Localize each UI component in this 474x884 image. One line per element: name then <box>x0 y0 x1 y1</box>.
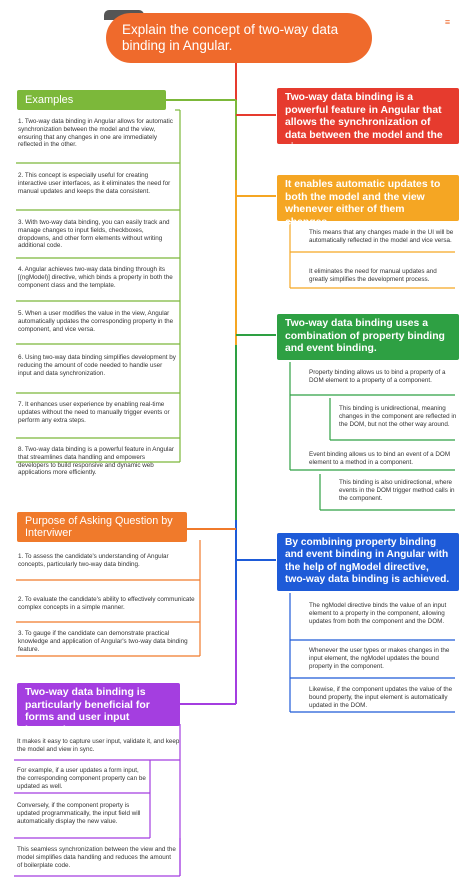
forms-item-3: Conversely, if the component property is updated programmatically, the input field will automatically display the new value. <box>17 802 141 825</box>
ngmodel-title: By combining property binding and event binding in Angular with the help of ngModel directive, two-way data binding is achieved. <box>285 537 450 585</box>
ngmodel-item-2: Whenever the user types or makes changes in the input element, the ngModel updates the bound property in the component. <box>309 647 450 670</box>
root-title: Explain the concept of two-way data binding in Angular. <box>122 22 339 53</box>
examples-node[interactable] <box>17 90 166 110</box>
event-binding-text: Event binding allows us to bind an event of a DOM element to a method in a component. <box>309 451 451 466</box>
forms-node[interactable] <box>17 683 180 736</box>
example-item-2: 2. This concept is especially useful for creating interactive user interfaces, as it eliminates the need for manual updates and keeps the data consistent. <box>18 172 171 195</box>
forms-item-2: For example, if a user updates a form input, the corresponding component property can be updated as well. <box>17 767 146 790</box>
combination-title: Two-way data binding uses a combination of property binding and event binding. <box>285 318 445 354</box>
example-item-3: 3. With two-way data binding, you can easily track and manage changes to input fields, checkboxes, dropdowns, and other form elements without writing additional code. <box>18 219 170 250</box>
property-binding-text: Property binding allows us to bind a property of a DOM element to a property of a component. <box>309 369 446 384</box>
forms-title: Two-way data binding is particularly beneficial for forms and user input interactions. <box>25 686 150 736</box>
forms-item-4: This seamless synchronization between the view and the model simplifies data handling and reduces the amount of boilerplate code. <box>17 846 176 869</box>
forms-item-1: It makes it easy to capture user input, validate it, and keep the model and view in sync. <box>17 738 180 753</box>
property-binding-sub: This binding is unidirectional, meaning changes in the component are reflected in the DOM, but not the other way around. <box>339 405 457 428</box>
example-item-5: 5. When a user modifies the value in the view, Angular automatically updates the corresponding property in the component, and vice versa. <box>18 310 174 333</box>
example-item-6: 6. Using two-way data binding simplifies development by reducing the amount of code needed to handle user input and data synchronization. <box>18 354 176 377</box>
purpose-title: Purpose of Asking Question by Interviwer <box>25 515 173 539</box>
powerful-title: Two-way data binding is a powerful feature in Angular that allows the synchronization of data between the model and the view. <box>285 92 443 153</box>
automatic-title: It enables automatic updates to both the model and the view whenever either of them changes. <box>285 179 441 228</box>
example-item-8: 8. Two-way data binding is a powerful feature in Angular that streamlines data handling and empowers developers to build responsive and dynamic web applications more efficiently. <box>18 446 175 477</box>
purpose-node[interactable] <box>17 512 187 542</box>
list-icon[interactable]: ≡ <box>441 16 454 29</box>
example-item-1: 1. Two-way data binding in Angular allows for automatic synchronization between the model and the view, ensuring that any changes in one are immediately reflected in the other. <box>18 118 173 149</box>
automatic-node[interactable] <box>277 175 459 228</box>
purpose-item-1: 1. To assess the candidate's understanding of Angular concepts, particularly two-way data binding. <box>18 553 169 568</box>
ngmodel-node[interactable] <box>277 533 459 591</box>
ngmodel-item-1: The ngModel directive binds the value of an input element to a property in the component, allowing updates from both the component and the DOM. <box>309 602 447 625</box>
purpose-item-3: 3. To gauge if the candidate can demonstrate practical knowledge and application of Angular's two-way data binding feature. <box>18 630 188 653</box>
powerful-node[interactable] <box>277 88 459 153</box>
automatic-item-1: This means that any changes made in the UI will be automatically reflected in the model and vice versa. <box>309 229 454 244</box>
example-item-4: 4. Angular achieves two-way data binding through its [(ngModel)] directive, which binds a property in both the component class and the template. <box>18 266 173 289</box>
ngmodel-item-3: Likewise, if the component updates the value of the bound property, the input element is automatically updated in the DOM. <box>309 686 453 709</box>
event-binding-sub: This binding is also unidirectional, where events in the DOM trigger method calls in the component. <box>339 479 455 502</box>
purpose-item-2: 2. To evaluate the candidate's ability to effectively communicate complex concepts in a simple manner. <box>18 596 195 611</box>
root-node[interactable] <box>106 13 372 63</box>
combination-node[interactable] <box>277 314 459 360</box>
example-item-7: 7. It enhances user experience by enabling real-time updates without the need to manually trigger events or perform any extra steps. <box>18 401 170 424</box>
examples-title: Examples <box>25 94 74 106</box>
automatic-item-2: It eliminates the need for manual updates and greatly simplifies the development process. <box>309 268 437 283</box>
